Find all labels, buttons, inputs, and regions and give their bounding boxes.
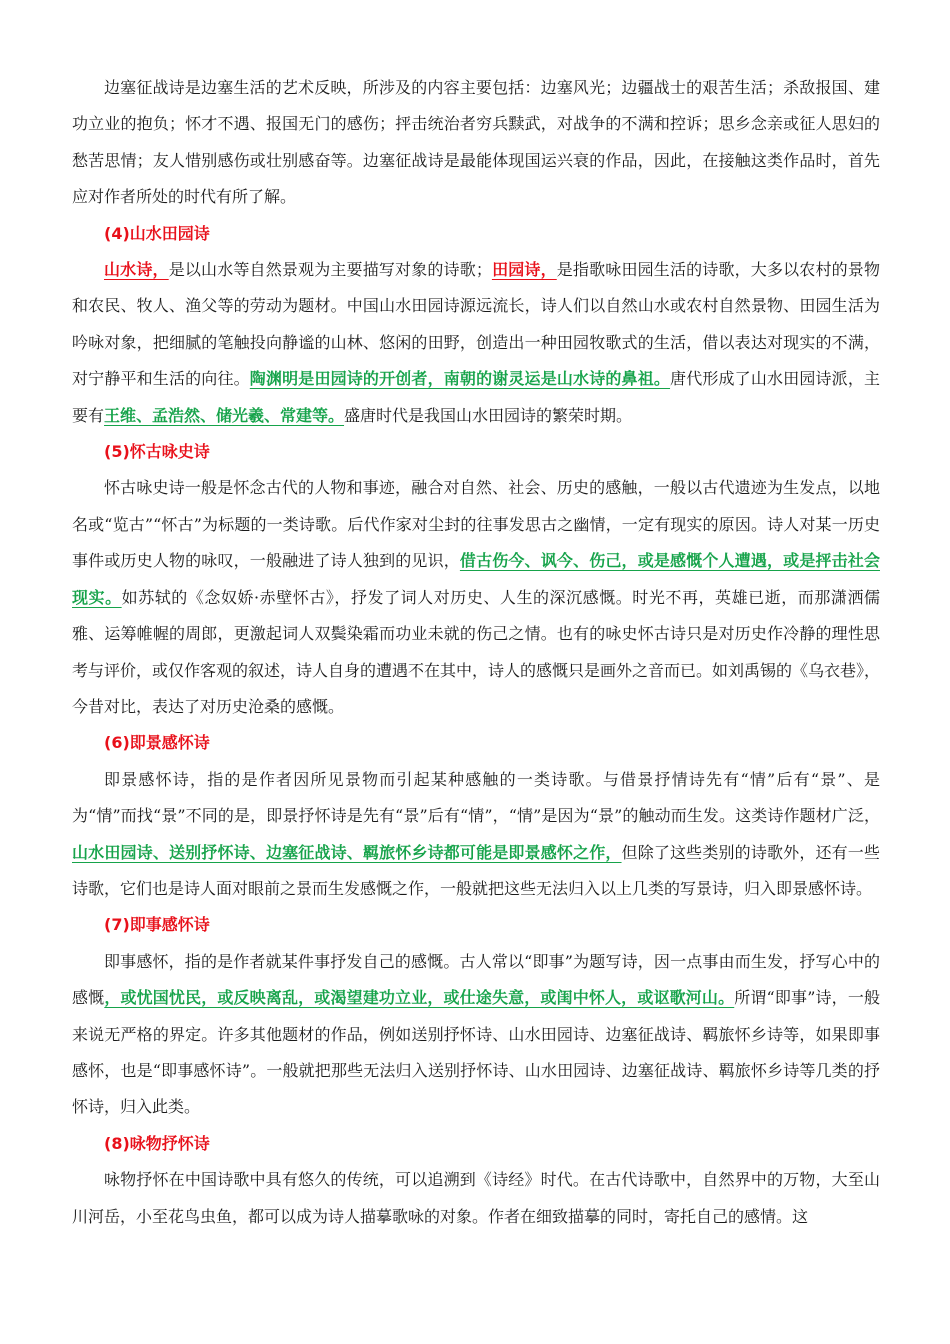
body-text: 但除了这些类别的诗歌外，还有一些诗歌，它们也是诗人面对眼前之景而生发感慨之作，一般就把这些无法归入以上几类的写景诗，归入即景感怀诗。: [72, 842, 880, 898]
body-text: 是指歌咏田园生活的诗歌，大多以农村的景物和农民、牧人、渔父等的劳动为题材。中国山水田园诗源远流长，诗人们以自然山水或农村自然景物、田园生活为吟咏对象，把细腻的笔触投向静谧的山林、悠闲的田野，创造出一种田园牧歌式的生活，借以表达对现实的不满，对宁静平和生活的向往。: [72, 260, 880, 389]
scene-inspired-paragraph: [72, 762, 880, 908]
body-text: 咏物抒怀在中国诗歌中具有悠久的传统，可以追溯到《诗经》时代。在古代诗歌中，自然界中的万物，大至山川河岳，小至花鸟虫鱼，都可以成为诗人描摹歌咏的对象。作者在细致描摹的同时，寄托自己的感情。这: [72, 1170, 880, 1226]
body-text: 即事感怀，指的是作者就某件事抒发自己的感慨。古人常以“即事”为题写诗，因一点事由而生发，抒写心中的感慨: [72, 951, 880, 1008]
section-heading-event-inspired: (7)即事感怀诗: [104, 915, 210, 935]
body-text: 即景感怀诗，指的是作者因所见景物而引起某种感触的一类诗歌。与借景抒情诗先有“情”后有“景”、是为“情”而找“景”不同的是，即景抒怀诗是先有“景”后有“情”，“情”是因为“景”的触动而生发。这类诗作题材广泛，: [72, 769, 880, 826]
object-inspired-paragraph: [72, 1162, 880, 1235]
highlight-key-point: 山水田园诗、送别抒怀诗、边塞征战诗、羁旅怀乡诗都可能是即景感怀之作，: [72, 842, 622, 862]
highlight-term: 田园诗，: [491, 260, 557, 280]
section-heading-object-inspired: (8)咏物抒怀诗: [104, 1133, 210, 1153]
body-text: 边塞征战诗是边塞生活的艺术反映，所涉及的内容主要包括：边塞风光；边疆战士的艰苦生活；杀敌报国、建功立业的抱负；怀才不遇、报国无门的感伤；抨击统治者穷兵黩武，对战争的不满和控诉；思乡念亲或征人思妇的愁苦思情；友人惜别感伤或壮别感奋等。边塞征战诗是最能体现国运兴衰的作品，因此，在接触这类作品时，首先应对作者所处的时代有所了解。: [72, 78, 880, 207]
body-text: 所谓“即事”诗，一般来说无严格的界定。许多其他题材的作品，例如送别抒怀诗、山水田园诗、边塞征战诗、羁旅怀乡诗等，如果即事感怀，也是“即事感怀诗”。一般就把那些无法归入送别抒怀诗、山水田园诗、边塞征战诗、羁旅怀乡诗等几类的抒怀诗，归入此类。: [72, 988, 880, 1117]
body-text: 是以山水等自然景观为主要描写对象的诗歌；: [168, 260, 492, 280]
highlight-key-point: ，或忧国忧民，或反映离乱，或渴望建功立业，或仕途失意，或闺中怀人，或讴歌河山。: [104, 988, 735, 1008]
historical-paragraph: [72, 470, 880, 725]
highlight-key-point: 陶渊明是田园诗的开创者，南朝的谢灵运是山水诗的鼻祖。: [249, 369, 671, 389]
document-page: [72, 70, 880, 1235]
highlight-term: 山水诗，: [104, 260, 169, 280]
landscape-pastoral-paragraph: [72, 252, 880, 434]
intro-paragraph: [72, 70, 880, 216]
body-text: 怀古咏史诗一般是怀念古代的人物和事迹，融合对自然、社会、历史的感触，一般以古代遗迹为生发点，以地名或“览古”“怀古”为标题的一类诗歌。后代作家对尘封的往事发思古之幽情，一定有现实的原因。诗人对某一历史事件或历史人物的咏叹，一般融进了诗人独到的见识，: [72, 478, 880, 571]
highlight-key-point: 借古伤今、讽今、伤己，或是感慨个人遭遇，或是抨击社会现实。: [72, 551, 880, 607]
section-heading-landscape-pastoral: (4)山水田园诗: [104, 223, 210, 243]
highlight-key-point: 王维、孟浩然、储光羲、常建等。: [104, 405, 345, 425]
body-text: 盛唐时代是我国山水田园诗的繁荣时期。: [344, 405, 633, 425]
section-heading-scene-inspired: (6)即景感怀诗: [104, 733, 210, 753]
body-text: 唐代形成了山水田园诗派，主要有: [72, 369, 880, 425]
body-text: 如苏轼的《念奴娇·赤壁怀古》，抒发了词人对历史、人生的深沉感慨。时光不再，英雄已逝，而那潇洒儒雅、运筹帷幄的周郎，更激起词人双鬓染霜而功业未就的伤己之情。也有的咏史怀古诗只是对历史作冷静的理性思考与评价，或仅作客观的叙述，诗人自身的遭遇不在其中，诗人的感慨只是画外之音而已。如刘禹锡的《乌衣巷》，今昔对比，表达了对历史沧桑的感慨。: [72, 587, 881, 716]
event-inspired-paragraph: [72, 944, 880, 1126]
section-heading-historical: (5)怀古咏史诗: [104, 442, 210, 462]
